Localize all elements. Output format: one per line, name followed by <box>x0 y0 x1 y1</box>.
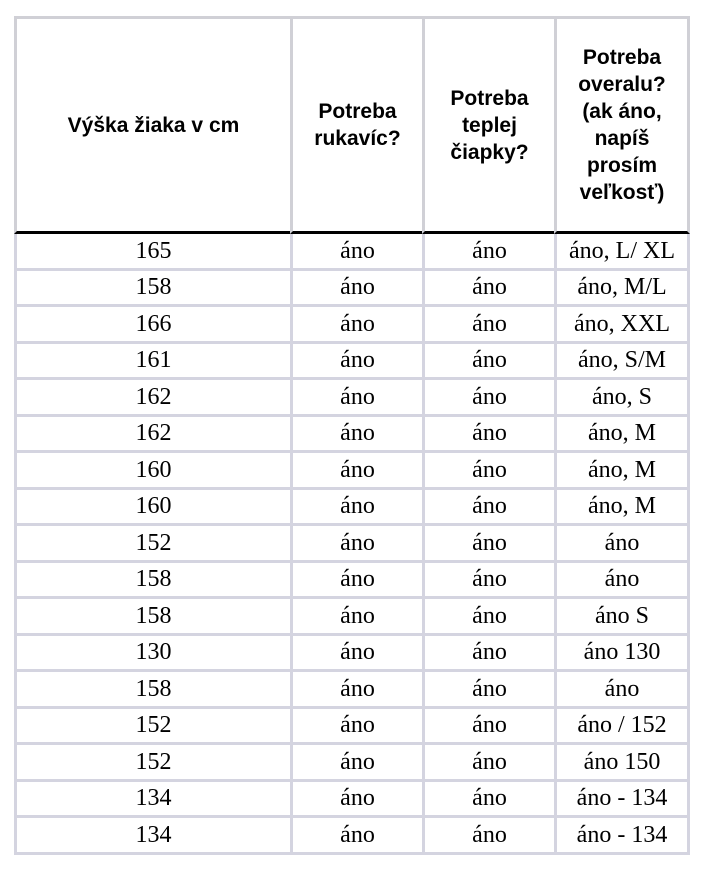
cell-hat: áno <box>422 563 554 600</box>
table-row <box>14 818 690 855</box>
cell-overall: áno <box>554 672 690 709</box>
header-overall: Potreba overalu? (ak áno, napíš prosím veľkosť) <box>554 16 690 234</box>
cell-height: 152 <box>14 526 290 563</box>
cell-gloves: áno <box>290 234 422 271</box>
cell-gloves: áno <box>290 672 422 709</box>
cell-gloves: áno <box>290 271 422 308</box>
cell-height: 158 <box>14 672 290 709</box>
table-body <box>14 234 690 855</box>
table-header <box>14 16 690 234</box>
cell-gloves: áno <box>290 818 422 855</box>
table-row <box>14 307 690 344</box>
table-row <box>14 271 690 308</box>
table-row <box>14 453 690 490</box>
cell-gloves: áno <box>290 490 422 527</box>
header-row <box>14 16 690 234</box>
cell-height: 152 <box>14 745 290 782</box>
cell-gloves: áno <box>290 380 422 417</box>
cell-gloves: áno <box>290 745 422 782</box>
header-gloves: Potreba rukavíc? <box>290 16 422 234</box>
cell-overall: áno <box>554 526 690 563</box>
cell-gloves: áno <box>290 526 422 563</box>
header-hat: Potreba teplej čiapky? <box>422 16 554 234</box>
cell-overall: áno - 134 <box>554 818 690 855</box>
header-height: Výška žiaka v cm <box>14 16 290 234</box>
cell-height: 165 <box>14 234 290 271</box>
cell-gloves: áno <box>290 709 422 746</box>
cell-gloves: áno <box>290 636 422 673</box>
cell-overall: áno, XXL <box>554 307 690 344</box>
cell-overall: áno, S <box>554 380 690 417</box>
cell-height: 134 <box>14 818 290 855</box>
table-row <box>14 672 690 709</box>
cell-gloves: áno <box>290 563 422 600</box>
table-row <box>14 636 690 673</box>
cell-hat: áno <box>422 818 554 855</box>
cell-gloves: áno <box>290 417 422 454</box>
cell-overall: áno <box>554 563 690 600</box>
cell-gloves: áno <box>290 599 422 636</box>
cell-overall: áno, M <box>554 453 690 490</box>
cell-overall: áno - 134 <box>554 782 690 819</box>
student-equipment-table <box>14 16 690 855</box>
cell-overall: áno 150 <box>554 745 690 782</box>
cell-height: 160 <box>14 490 290 527</box>
cell-overall: áno, L/ XL <box>554 234 690 271</box>
cell-hat: áno <box>422 453 554 490</box>
cell-height: 134 <box>14 782 290 819</box>
cell-hat: áno <box>422 526 554 563</box>
cell-height: 160 <box>14 453 290 490</box>
cell-hat: áno <box>422 636 554 673</box>
table-row <box>14 709 690 746</box>
cell-gloves: áno <box>290 782 422 819</box>
table-row <box>14 526 690 563</box>
cell-hat: áno <box>422 271 554 308</box>
cell-height: 162 <box>14 417 290 454</box>
table-row <box>14 344 690 381</box>
cell-hat: áno <box>422 745 554 782</box>
table-row <box>14 599 690 636</box>
cell-overall: áno, M <box>554 417 690 454</box>
cell-hat: áno <box>422 709 554 746</box>
cell-hat: áno <box>422 417 554 454</box>
cell-overall: áno 130 <box>554 636 690 673</box>
cell-height: 130 <box>14 636 290 673</box>
table-row <box>14 490 690 527</box>
cell-height: 166 <box>14 307 290 344</box>
cell-overall: áno / 152 <box>554 709 690 746</box>
cell-overall: áno, S/M <box>554 344 690 381</box>
cell-hat: áno <box>422 344 554 381</box>
cell-gloves: áno <box>290 344 422 381</box>
table-row <box>14 563 690 600</box>
cell-height: 158 <box>14 271 290 308</box>
cell-hat: áno <box>422 307 554 344</box>
cell-height: 152 <box>14 709 290 746</box>
cell-height: 158 <box>14 563 290 600</box>
table-row <box>14 234 690 271</box>
cell-height: 162 <box>14 380 290 417</box>
cell-hat: áno <box>422 782 554 819</box>
table-row <box>14 782 690 819</box>
cell-height: 161 <box>14 344 290 381</box>
cell-hat: áno <box>422 380 554 417</box>
cell-overall: áno, M/L <box>554 271 690 308</box>
table-row <box>14 380 690 417</box>
cell-hat: áno <box>422 672 554 709</box>
cell-gloves: áno <box>290 453 422 490</box>
cell-hat: áno <box>422 490 554 527</box>
table-row <box>14 745 690 782</box>
cell-height: 158 <box>14 599 290 636</box>
cell-hat: áno <box>422 599 554 636</box>
cell-overall: áno, M <box>554 490 690 527</box>
cell-hat: áno <box>422 234 554 271</box>
cell-gloves: áno <box>290 307 422 344</box>
cell-overall: áno S <box>554 599 690 636</box>
table-row <box>14 417 690 454</box>
